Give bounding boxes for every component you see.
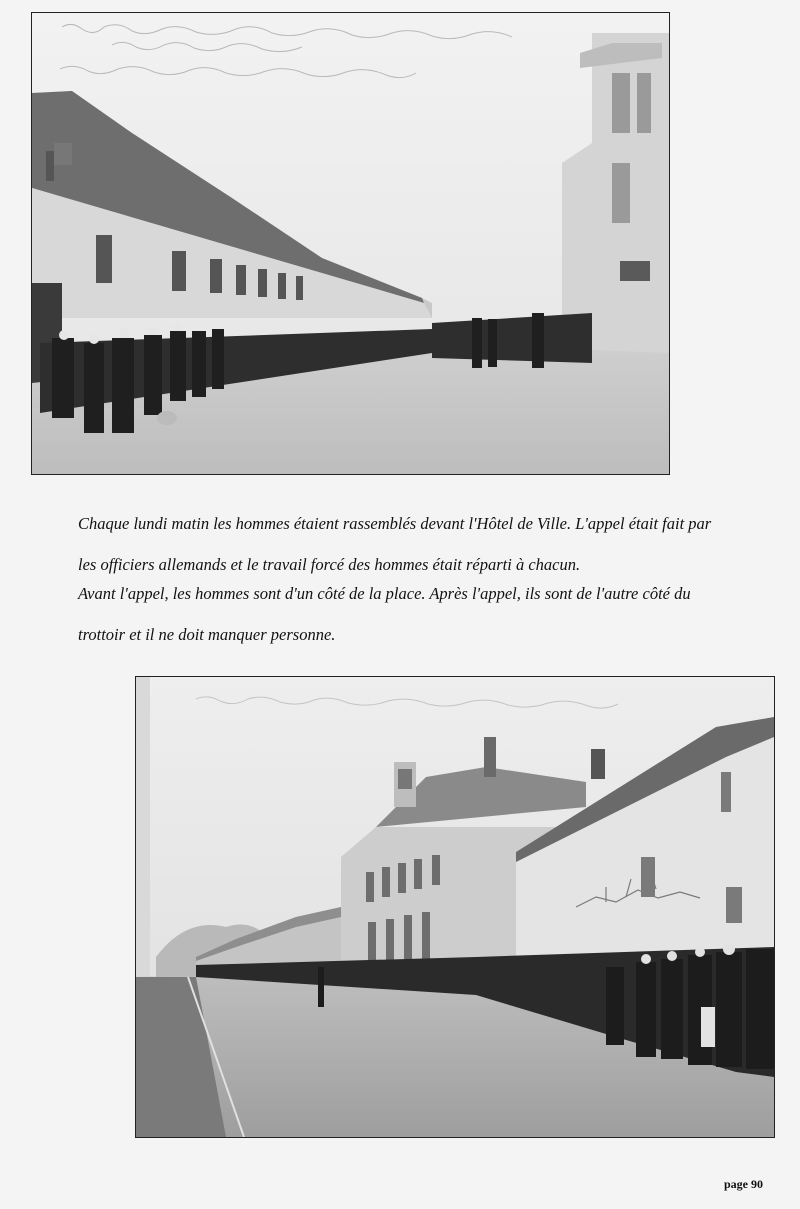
caption-line-2: les officiers allemands et le travail forcé des hommes était réparti à chacun.	[78, 555, 581, 574]
photo-top	[31, 12, 670, 475]
page-number: page 90	[724, 1177, 763, 1191]
caption-line-3: Avant l'appel, les hommes sont d'un côté de la place. Après l'appel, ils sont de l'autre côté du	[78, 584, 691, 603]
photo-caption	[78, 503, 778, 655]
photo-bottom	[135, 676, 775, 1138]
photo-bottom-drawing	[136, 677, 774, 1137]
caption-line-1: Chaque lundi matin les hommes étaient rassemblés devant l'Hôtel de Ville. L'appel était fait par	[78, 514, 712, 533]
photo-top-drawing	[32, 13, 669, 474]
caption-line-4: trottoir et il ne doit manquer personne.	[78, 625, 336, 644]
